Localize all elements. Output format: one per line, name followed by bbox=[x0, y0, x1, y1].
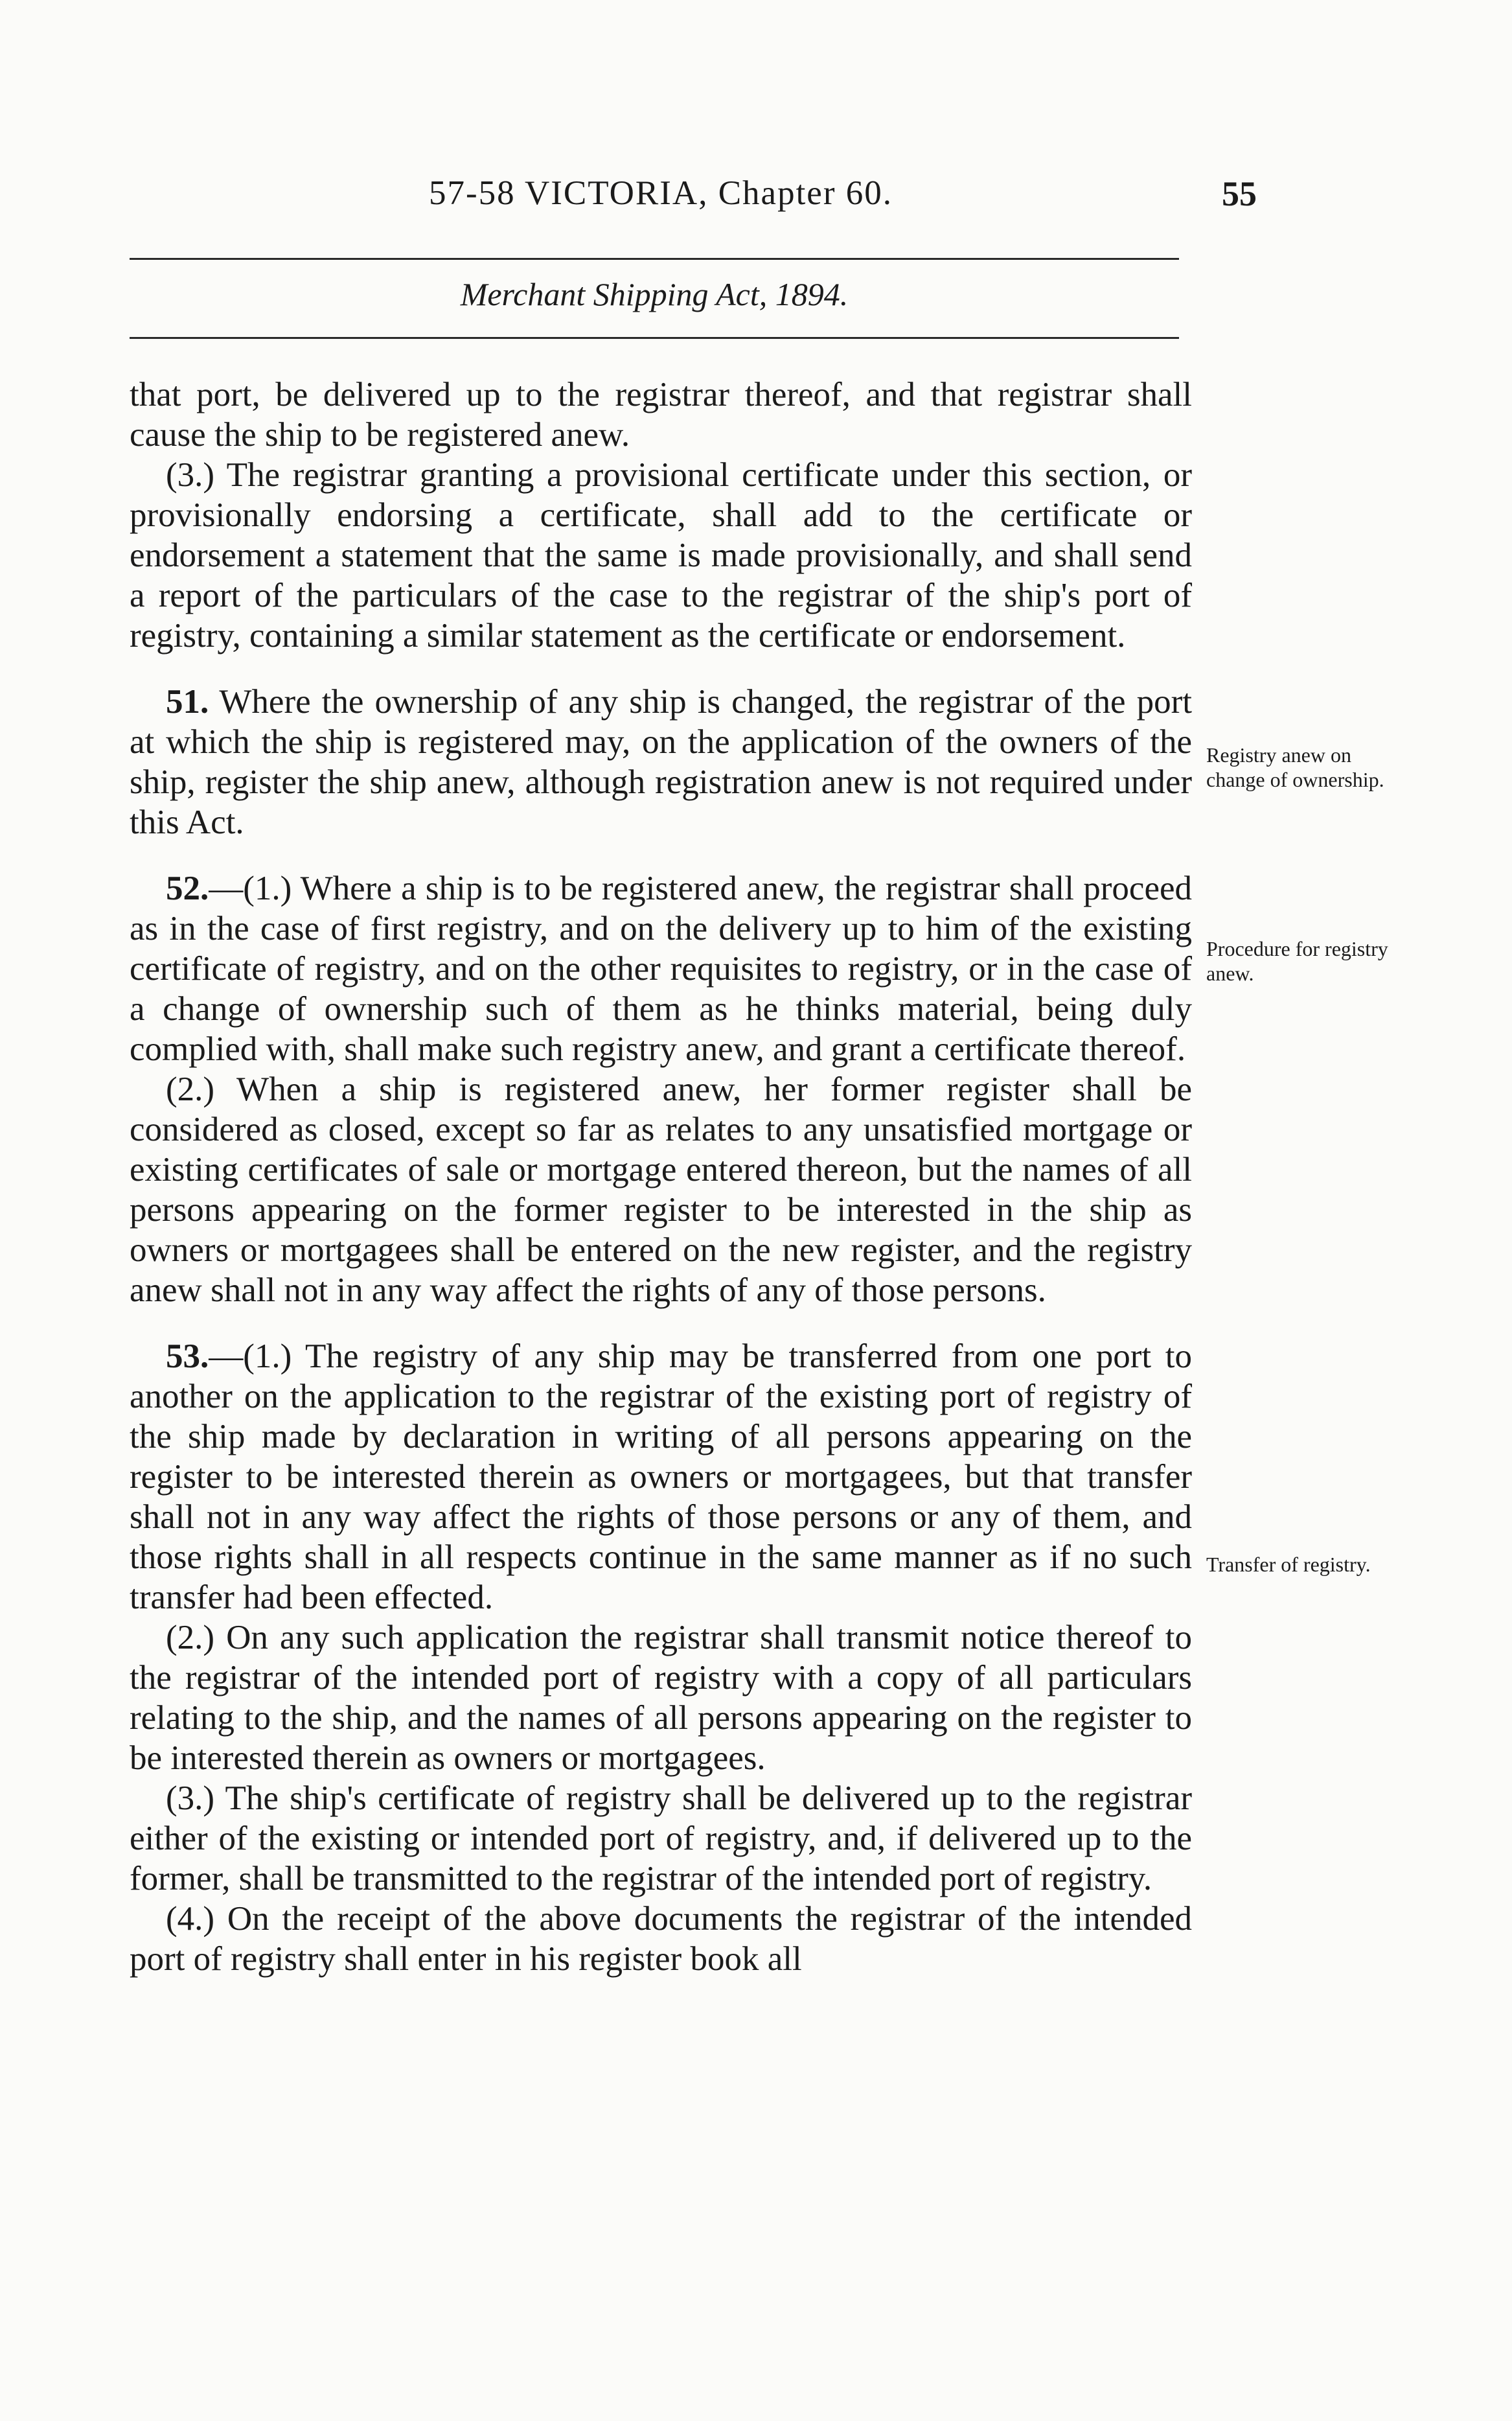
subsection: (2.) When a ship is registered anew, her former register shall be considered as closed, except so far as relates to any unsatisfied mortgage or existing certificates of sale or mortgage entered thereon, but the names of all persons appearing on the former register to be interested in the ship as owners or mortgagees shall be entered on the new register, and the registry anew shall not in any way affect the rights of any of those persons. bbox=[130, 1071, 1192, 1309]
short-title: Merchant Shipping Act, 1894. bbox=[460, 276, 849, 312]
running-head bbox=[130, 174, 1257, 226]
subsection: (3.) The ship's certificate of registry shall be delivered up to the registrar either of the existing or intended port of registry, and, if delivered up to the former, shall be transmitted to the registrar of the intended port of registry. bbox=[130, 1779, 1192, 1897]
section-text: —(1.) The registry of any ship may be transferred from one port to another on the application to the registrar of the existing port of registry of the ship made by declaration in writing of all persons appearing on the register to be interested therein as owners or mortgagees, but that transfer shall not in any way affect the rights of those persons or any of them, and those rights shall in all respects continue in the same manner as if no such transfer had been effected. bbox=[130, 1338, 1192, 1616]
subsection: (2.) On any such application the registrar shall transmit notice thereof to the registrar of the intended port of registry with a copy of all particulars relating to the ship, and the names of all persons appearing on the register to be interested therein as owners or mortgagees. bbox=[130, 1619, 1192, 1777]
subsection: (4.) On the receipt of the above documents the registrar of the intended port of registry shall enter in his register book all bbox=[130, 1900, 1192, 1978]
page-number: 55 bbox=[1222, 174, 1257, 213]
body-text bbox=[130, 375, 1192, 1979]
header-rule-top bbox=[130, 258, 1179, 260]
marginal-note-procedure: Procedure for registry anew. bbox=[1206, 937, 1388, 985]
paragraph: (3.) The registrar granting a provisional certificate under this section, or provisionally endorsing a certificate, shall add to the certificate or endorsement a statement that the same is made provisionally, and shall send a report of the particulars of the case to the registrar of the ship's port of registry, containing a similar statement as the certificate or endorsement. bbox=[130, 456, 1192, 654]
section-text: Where the ownership of any ship is changed, the registrar of the port at which the ship is registered may, on the application of the owners of the ship, register the ship anew, although registration anew is not required under this Act. bbox=[130, 683, 1193, 841]
section-52 bbox=[130, 868, 1192, 1069]
paragraph: that port, be delivered up to the registrar thereof, and that registrar shall cause the ship to be registered anew. bbox=[130, 376, 1192, 454]
section-number: 52. bbox=[166, 870, 209, 907]
header-rule-bottom bbox=[130, 337, 1179, 339]
section-53 bbox=[130, 1336, 1192, 1617]
section-number: 51. bbox=[166, 683, 209, 721]
section-text: —(1.) Where a ship is to be registered anew, the registrar shall proceed as in the case of first registry, and on the delivery up to him of the existing certificate of registry, and on the other requisites to registry, or in the case of a change of ownership such of them as he thinks material, being duly complied with, shall make such registry anew, and grant a certificate thereof. bbox=[130, 870, 1192, 1068]
running-title: 57-58 VICTORIA, Chapter 60. bbox=[429, 174, 893, 212]
section-number: 53. bbox=[166, 1338, 209, 1375]
section-51 bbox=[130, 682, 1192, 842]
marginal-note-registry-anew: Registry anew on change of ownership. bbox=[1206, 743, 1384, 791]
marginal-note-transfer: Transfer of registry. bbox=[1206, 1553, 1371, 1576]
